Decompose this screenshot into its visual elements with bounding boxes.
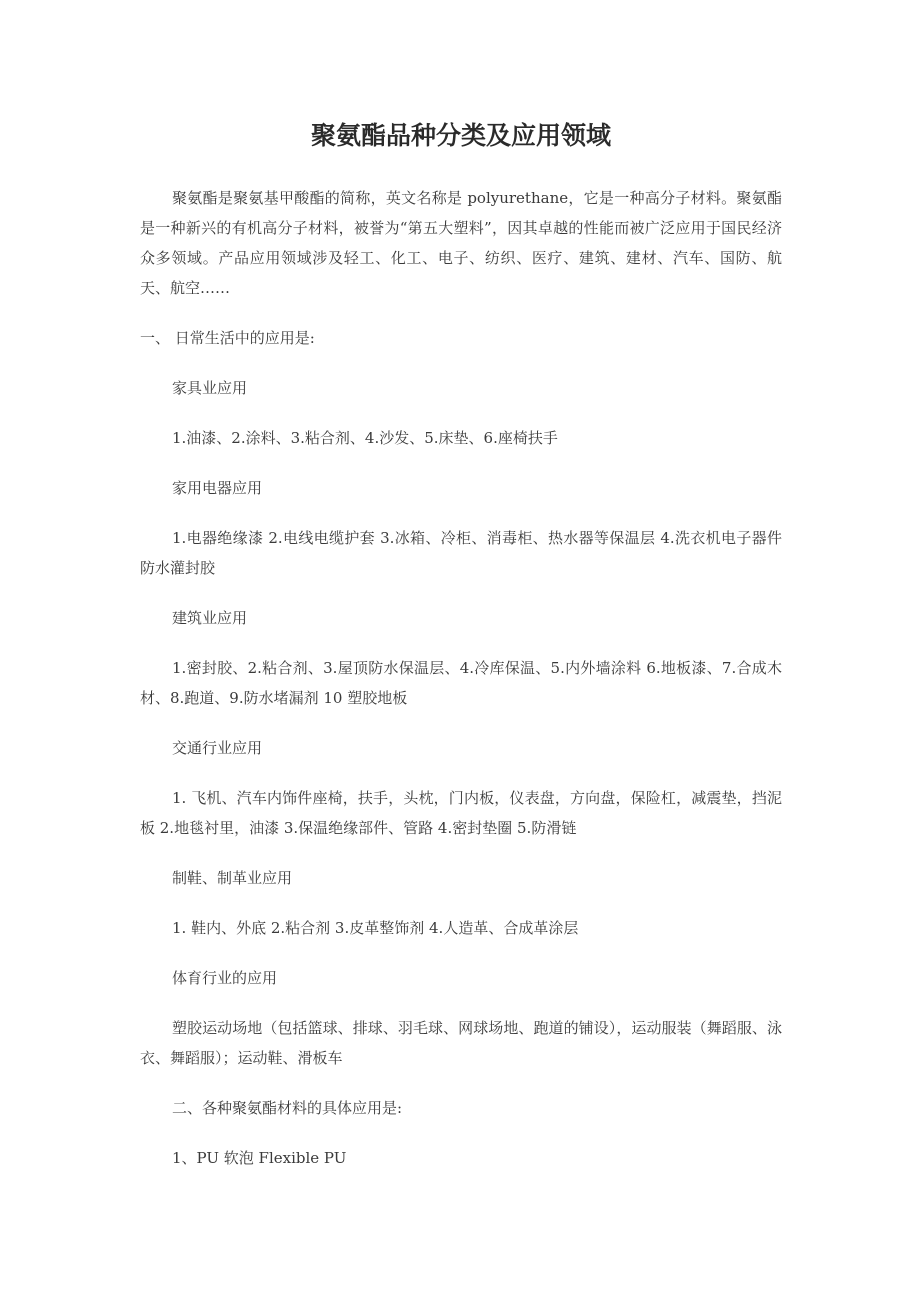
group-body-appliances: 1.电器绝缘漆 2.电线电缆护套 3.冰箱、冷柜、消毒柜、热水器等保温层 4.洗衣机电子器件防水灌封胶 [140, 529, 782, 577]
group-heading-transport: 交通行业应用 [172, 739, 263, 757]
group-body-transport: 1. 飞机、汽车内饰件座椅，扶手，头枕，门内板，仪表盘，方向盘，保险杠，减震垫，挡泥板 2.地毯衬里，油漆 3.保温绝缘部件、管路 4.密封垫圈 5.防滑链 [140, 789, 782, 837]
section-1-heading: 一、 日常生活中的应用是: [140, 329, 315, 347]
group-heading-footwear: 制鞋、制革业应用 [172, 869, 293, 887]
group-heading-sports: 体育行业的应用 [172, 969, 278, 987]
group-body-sports: 塑胶运动场地（包括篮球、排球、羽毛球、网球场地、跑道的铺设），运动服装（舞蹈服、泳衣、舞蹈服）；运动鞋、滑板车 [140, 1019, 782, 1067]
group-heading-furniture: 家具业应用 [172, 379, 248, 397]
intro-paragraph: 聚氨酯是聚氨基甲酸酯的简称，英文名称是 polyurethane，它是一种高分子材料。聚氨酯是一种新兴的有机高分子材料，被誉为“第五大塑料”，因其卓越的性能而被广泛应用于国民经济众多领域。产品应用领域涉及轻工、化工、电子、纺织、医疗、建筑、建材、汽车、国防、航天、航空…… [140, 189, 782, 297]
group-heading-appliances: 家用电器应用 [172, 479, 263, 497]
group-body-footwear: 1. 鞋内、外底 2.粘合剂 3.皮革整饰剂 4.人造革、合成革涂层 [172, 919, 579, 937]
document-title: 聚氨酯品种分类及应用领域 [310, 121, 611, 150]
group-body-construction: 1.密封胶、2.粘合剂、3.屋顶防水保温层、4.冷库保温、5.内外墙涂料 6.地板漆、7.合成木材、8.跑道、9.防水堵漏剂 10 塑胶地板 [140, 659, 782, 707]
group-heading-construction: 建筑业应用 [172, 609, 248, 627]
section-2-heading: 二、各种聚氨酯材料的具体应用是: [172, 1099, 403, 1117]
group-body-furniture: 1.油漆、2.涂料、3.粘合剂、4.沙发、5.床垫、6.座椅扶手 [172, 429, 558, 447]
section-2-item: 1、PU 软泡 Flexible PU [172, 1149, 347, 1167]
